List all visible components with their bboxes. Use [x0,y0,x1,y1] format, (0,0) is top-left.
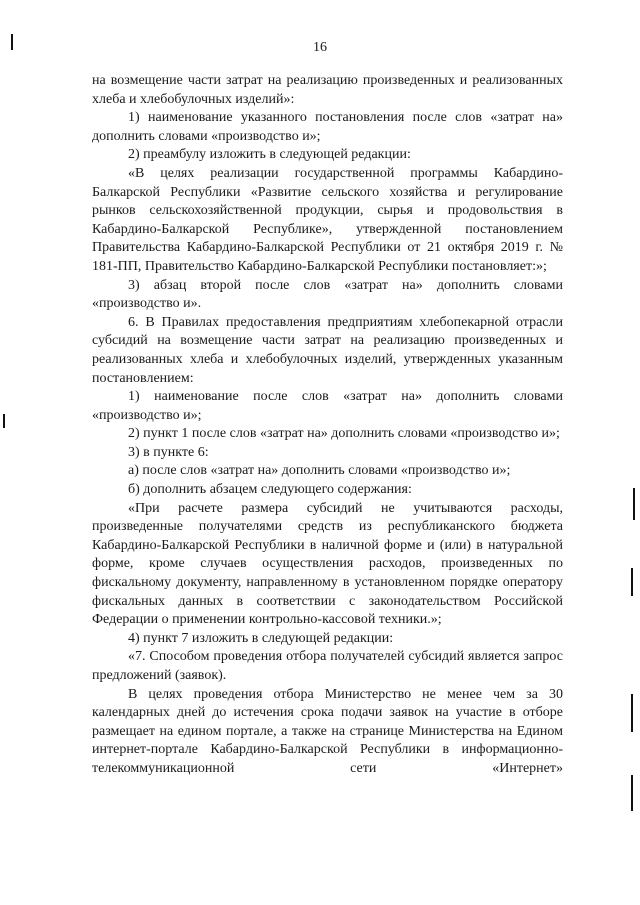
paragraph: а) после слов «затрат на» дополнить словами «производство и»; [128,463,511,479]
paragraph: на возмещение части затрат на реализацию произведенных и реализованных хлеба и хлебобулочных изделий»: [92,73,563,107]
paragraph: 4) пункт 7 изложить в следующей редакции: [128,630,394,646]
scan-edge-mark [11,34,13,50]
paragraph: 1) наименование указанного постановления после слов «затрат на» дополнить словами «производство и»; [92,110,563,144]
paragraph: б) дополнить абзацем следующего содержания: [128,482,412,498]
paragraph: 3) абзац второй после слов «затрат на» дополнить словами «производство и». [92,277,563,312]
scan-edge-mark [631,775,633,811]
paragraph: 1) наименование после слов «затрат на» дополнить словами «производство и»; [92,389,563,423]
scan-edge-mark [631,568,633,596]
scan-edge-mark [631,694,633,732]
paragraph: «При расчете размера субсидий не учитываются расходы, произведенные получателями средств из республиканского бюджета Кабардино-Балкарской Республики в наличной форме и (или) в натуральной форме, кроме случаев осуществления расходов, произведенных по фискальному документу, направленному в установленном порядке оператору фискальных данных в соответствии с законодательством Российской Федерации о применении контрольно-кассовой техники.»; [92,500,563,628]
paragraph: «7. Способом проведения отбора получателей субсидий является запрос предложений (заявок). [92,649,563,683]
paragraph: 3) в пункте 6: [128,444,209,460]
page-number: 16 [313,40,327,55]
document-body [92,72,563,779]
paragraph: В целях проведения отбора Министерство не менее чем за 30 календарных дней до истечения срока подачи заявок на участие в отборе размещает на едином портале, а также на странице Министерства на Едином интернет-портале Кабардино-Балкарской Республики в информационно-телекоммуникационной сети «Интернет» [92,686,563,776]
paragraph: 2) пункт 1 после слов «затрат на» дополнить словами «производство и»; [128,426,560,442]
paragraph: 2) преамбулу изложить в следующей редакции: [128,147,411,163]
scan-edge-mark [633,488,635,520]
paragraph: «В целях реализации государственной программы Кабардино-Балкарской Республики «Развитие сельского хозяйства и регулирование рынков сельскохозяйственной продукции, сырья и продовольствия в Кабардино-Балкарской Республике», утвержденной постановлением Правительства Кабардино-Балкарской Республики от 21 октября 2019 г. № 181-ПП, Правительство Кабардино-Балкарской Республики постановляет:»; [92,165,563,274]
paragraph: 6. В Правилах предоставления предприятиям хлебопекарной отрасли субсидий на возмещение части затрат на реализацию произведенных и реализованных хлеба и хлебобулочных изделий, утвержденных указанным постановлением: [92,314,563,386]
scan-edge-mark [3,414,5,428]
